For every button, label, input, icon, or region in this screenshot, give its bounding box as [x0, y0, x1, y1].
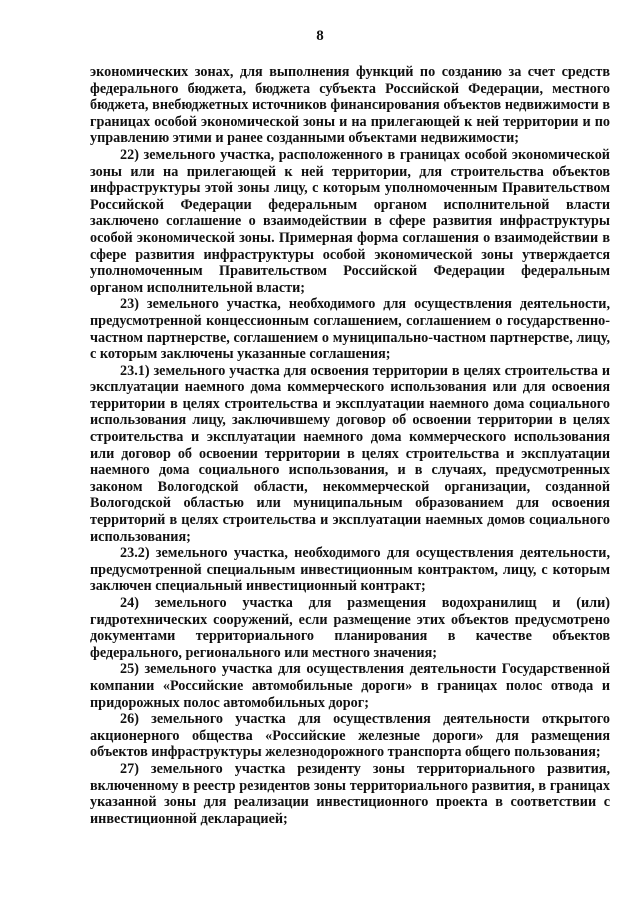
- document-body: [90, 64, 610, 827]
- paragraph-item-23-1: 23.1) земельного участка для освоения территории в целях строительства и эксплуатации наемного дома коммерческого использования или для освоения территории в целях строительства и эксплуатации наемного дома социального использования лицу, заключившему договор об освоении территории в целях строительства и эксплуатации наемного дома коммерческого использования или договор об освоении территории в целях строительства и эксплуатации наемного дома социального использования, и в случаях, предусмотренных законом Вологодской области, некоммерческой организации, созданной Вологодской областью или муниципальным образованием для освоения территорий в целях строительства и эксплуатации наемных домов социального использования;: [90, 362, 610, 545]
- paragraph-item-23-2: 23.2) земельного участка, необходимого для осуществления деятельности, предусмотренной специальным инвестиционным контрактом, лицу, с которым заключен специальный инвестиционный контракт;: [90, 545, 610, 595]
- paragraph-item-24: 24) земельного участка для размещения водохранилищ и (или) гидротехнических сооружений, если размещение этих объектов предусмотрено документами территориального планирования в качестве объектов федерального, регионального или местного значения;: [90, 595, 610, 661]
- page-number: 8: [316, 28, 324, 44]
- paragraph-continuation: экономических зонах, для выполнения функций по созданию за счет средств федерального бюджета, бюджета субъекта Российской Федерации, местного бюджета, внебюджетных источников финансирования объектов недвижимости в границах особой экономической зоны и на прилегающей к ней территории и по управлению этими и ранее созданными объектами недвижимости;: [90, 64, 610, 147]
- paragraph-item-22: 22) земельного участка, расположенного в границах особой экономической зоны или на прилегающей к ней территории, для строительства объектов инфраструктуры этой зоны лицу, с которым уполномоченным Правительством Российской Федерации федеральным органом исполнительной власти заключено соглашение о взаимодействии в сфере развития инфраструктуры особой экономической зоны. Примерная форма соглашения о взаимодействии в сфере развития инфраструктуры особой экономической зоны утверждается уполномоченным Правительством Российской Федерации федеральным органом исполнительной власти;: [90, 146, 610, 296]
- paragraph-item-26: 26) земельного участка для осуществления деятельности открытого акционерного общества «Российские железные дороги» для размещения объектов инфраструктуры железнодорожного транспорта общего пользования;: [90, 711, 610, 761]
- paragraph-item-23: 23) земельного участка, необходимого для осуществления деятельности, предусмотренной концессионным соглашением, соглашением о государственно-частном партнерстве, соглашением о муниципально-частном партнерстве, лицу, с которым заключены указанные соглашения;: [90, 296, 610, 363]
- paragraph-item-27: 27) земельного участка резиденту зоны территориального развития, включенному в реестр резидентов зоны территориального развития, в границах указанной зоны для реализации инвестиционного проекта в соответствии с инвестиционной декларацией;: [90, 760, 610, 827]
- paragraph-item-25: 25) земельного участка для осуществления деятельности Государственной компании «Российские автомобильные дороги» в границах полос отвода и придорожных полос автомобильных дорог;: [90, 661, 610, 711]
